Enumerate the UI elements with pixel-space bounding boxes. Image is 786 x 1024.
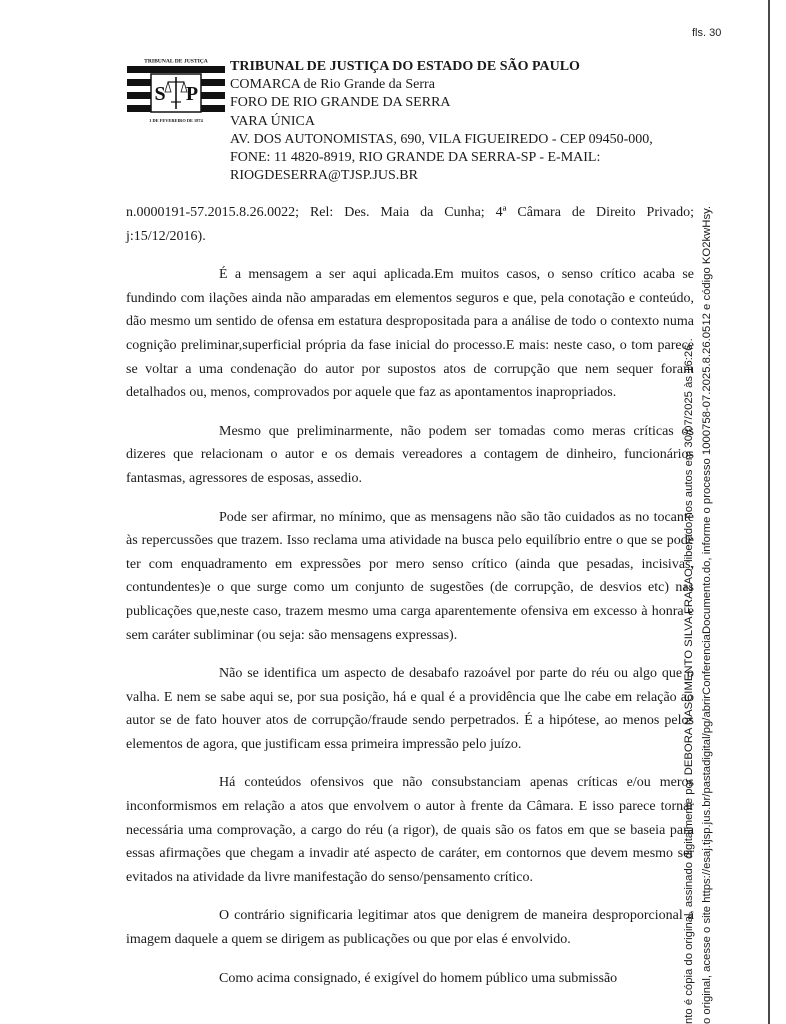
page-number: fls. 30 (692, 27, 722, 39)
body-paragraph: Não se identifica um aspecto de desabafo razoável por parte do réu ou algo que o valha. E nem se sabe aqui se, por sua posição, há e qual é a providência que lhe cabe em relação ao autor se de fato houver atos de corrupção/fraude sendo perpetrados. É a hipótese, ao menos pelos elementos de agora, que justificam essa primeira impressão pelo juízo. (126, 666, 694, 752)
body-paragraph: Mesmo que preliminarmente, não podem ser tomadas como meras críticas os dizeres que relacionam o autor e os demais vereadores a contagem de dinheiro, funcionários fantasmas, agressores de esposas, assedio. (126, 423, 694, 486)
seal-letter-left: S (154, 83, 166, 105)
header-vara: VARA ÚNICA (230, 113, 315, 129)
court-header (230, 58, 700, 185)
header-address: AV. DOS AUTONOMISTAS, 690, VILA FIGUEIREDO - CEP 09450-000, (230, 131, 653, 147)
seal-top-text: TRIBUNAL DE JUSTIÇA (144, 58, 208, 65)
court-seal-logo (127, 52, 225, 132)
verification-line: o original, acesse o site https://esaj.tjsp.jus.br/pastadigital/pg/abrirConferenciaDocumento.do, informe o processo 1000758-07.2025.8.26.0512 e código KO2kwHsy. (701, 205, 713, 1024)
header-phone: FONE: 11 4820-8919, RIO GRANDE DA SERRA-SP - E-MAIL: (230, 150, 601, 166)
body-paragraph: Pode ser afirmar, no mínimo, que as mensagens não são tão cuidados as no tocante às repercussões que trazem. Isso reclama uma atividade na busca pelo equilíbrio entre o que se pode ter com enquadramento em expressões por mero senso crítico (ainda que pesadas, incisivas, contundentes)e o que surge como um conjunto de sugestões (de corrupção, de desvios etc) nas publicações que,neste caso, trazem mesmo uma carga aparentemente ofensiva em excesso à honra e sem caráter subliminar (ou seja: são mensagens expressas). (126, 509, 694, 643)
digital-signature-note (680, 0, 716, 1024)
header-email: RIOGDESERRA@TJSP.JUS.BR (230, 168, 418, 184)
header-foro: FORO DE RIO GRANDE DA SERRA (230, 95, 451, 111)
citation-paragraph: n.0000191-57.2015.8.26.0022; Rel: Des. Maia da Cunha; 4ª Câmara de Direito Privado; j:15/12/2016). (126, 205, 694, 244)
signature-line: nto é cópia do original, assinado digitalmente por DEBORA NASCIMENTO SILVA FRAZAO, liberado nos autos em 30/07/2025 às 16:26 . (683, 338, 695, 1024)
court-title: TRIBUNAL DE JUSTIÇA DO ESTADO DE SÃO PAULO (230, 59, 580, 74)
body-paragraph: O contrário significaria legitimar atos que denigrem de maneira desproporcional a imagem daquele a quem se dirigem as publicações ou que por elas é envolvido. (126, 908, 694, 948)
body-paragraph: Como acima consignado, é exigível do homem público uma submissão (219, 970, 618, 986)
body-paragraph: É a mensagem a ser aqui aplicada.Em muitos casos, o senso crítico acaba se fundindo com ilações ainda não amparadas em elementos seguros e que, pela conotação e conteúdo, dão mesmo um sentido de ofensa em estatura despropositada para a análise de todo o contexto numa cognição preliminar,superficial própria da fase inicial do processo.E mais: neste caso, o tom parece se voltar a uma condenação do autor por supostos atos de corrupção que nem sequer foram detalhados ou, menos, comprovados por aquele que faz as apontamentos inapropriados. (126, 267, 694, 401)
page-edge (768, 0, 770, 1024)
body-paragraph: Há conteúdos ofensivos que não consubstanciam apenas críticas e/ou meros inconformismos em relação a atos que envolvem o autor à frente da Câmara. E isso parece tornar necessária uma comprovação, a cargo do réu (a rigor), de quais são os fatos em que se baseia para essas afirmações que chegam a invadir até aspecto de caráter, em contornos que devem mesmo ser evitados na atividade da livre manifestação do senso/pensamento crítico. (126, 775, 694, 885)
header-comarca: COMARCA de Rio Grande da Serra (230, 77, 435, 93)
seal-letter-right: P (185, 83, 199, 105)
seal-bottom-text: 1 DE FEVEREIRO DE 1874 (149, 118, 203, 123)
document-body (126, 201, 694, 1005)
